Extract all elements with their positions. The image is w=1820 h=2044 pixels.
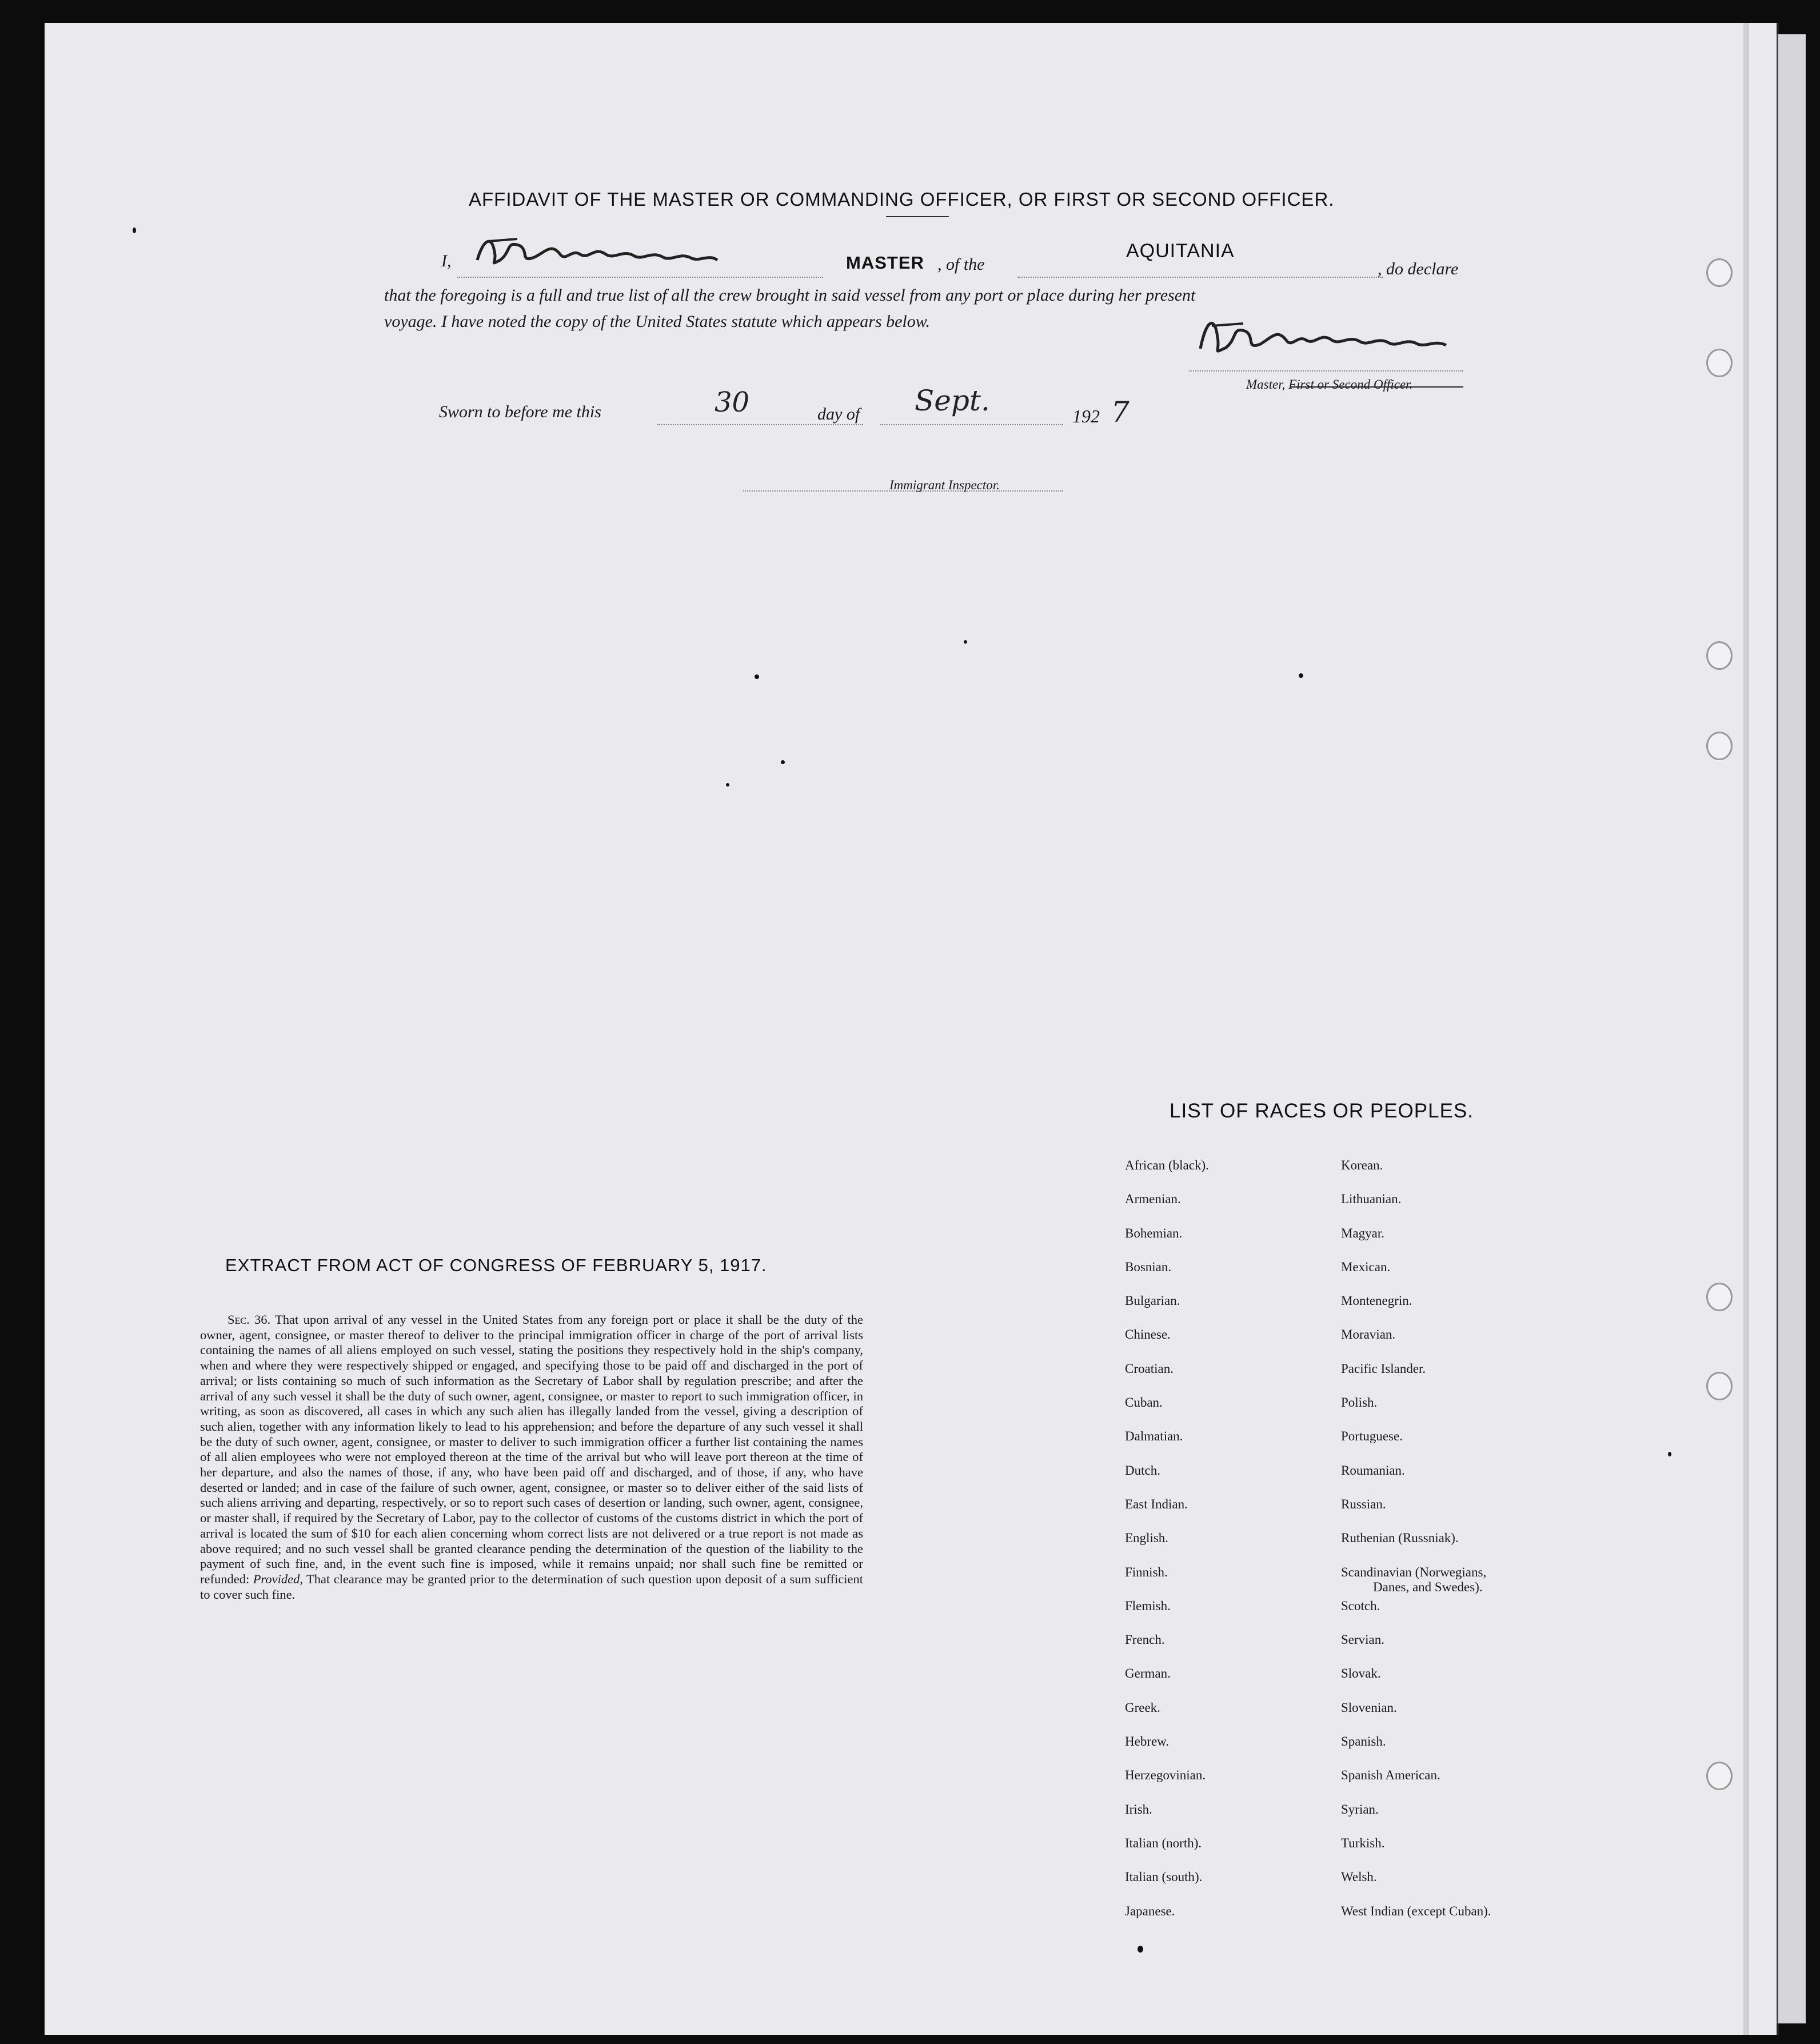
races-right-column — [1341, 1158, 1491, 1938]
races-title: LIST OF RACES OR PEOPLES. — [1170, 1100, 1474, 1122]
race-item: Herzegovinian. — [1125, 1768, 1206, 1783]
race-item: West Indian (except Cuban). — [1341, 1903, 1491, 1918]
year-prefix: 192 — [1072, 406, 1100, 426]
extract-sec-label: Sec. 36. — [227, 1312, 271, 1327]
race-item: Welsh. — [1341, 1870, 1377, 1885]
title-rule — [886, 216, 949, 217]
punch-hole — [1706, 732, 1733, 760]
race-item-scandinavian: Scandinavian (Norwegians, — [1341, 1564, 1487, 1579]
race-item — [1341, 1565, 1491, 1599]
master-name-handwritten — [466, 229, 786, 274]
race-item: Korean. — [1341, 1158, 1383, 1172]
sheet-edge — [1777, 34, 1806, 2023]
scan-speck — [133, 227, 136, 233]
race-item: Hebrew. — [1125, 1734, 1170, 1749]
race-item: Russian. — [1341, 1496, 1386, 1511]
declaration-line-2: voyage. I have noted the copy of the United States statute which appears below. — [384, 312, 931, 331]
race-item: East Indian. — [1125, 1496, 1188, 1511]
year-digit: 7 — [1111, 396, 1129, 429]
punch-hole — [1706, 1372, 1733, 1400]
race-item: Scotch. — [1341, 1598, 1380, 1613]
declaration-line-1: that the foregoing is a full and true list of all the crew brought in said vessel from any port or place during her present — [384, 286, 1196, 305]
inspector-caption: Immigrant Inspector. — [889, 478, 1000, 492]
race-item: Dutch. — [1125, 1463, 1160, 1478]
race-item: Slovak. — [1341, 1666, 1381, 1681]
punch-hole — [1706, 258, 1733, 287]
race-item: Italian (south). — [1125, 1870, 1203, 1885]
race-item: Bosnian. — [1125, 1259, 1172, 1274]
race-item: Portuguese. — [1341, 1429, 1403, 1444]
prefix-i: I, — [441, 251, 452, 270]
race-item: Turkish. — [1341, 1835, 1385, 1850]
race-item: English. — [1125, 1531, 1169, 1546]
race-item: Greek. — [1125, 1700, 1160, 1715]
strike-first — [1291, 386, 1463, 388]
punch-hole — [1706, 641, 1733, 670]
master-signature — [1189, 309, 1475, 366]
extract-body-part1: That upon arrival of any vessel in the United States from any foreign port or place it shall be the duty of the owner, agent, consignee, or master thereof to deliver to the principal immigration officer in charge of the port of arrival lists containing the names of all aliens employed on such vessel, stating the positions they respectively hold in the ship's company, when and where they were respectively shipped or engaged, and specifying those to be paid off and discharged in the port of arrival; or lists containing so much of such information as the Secretary of Labor shall by regulation prescribe; and after the arrival of any such vessel it shall be the duty of such owner, agent, consignee, or master to report to such immigration officer, in writing, as soon as discovered, all cases in which any such alien has illegally landed from the vessel, giving a description of such alien, together with any information likely to lead to his apprehension; and before the departure of any such vessel it shall be the duty of such owner, agent, consignee, or master to deliver to such immigration officer a further list containing the names of all alien employees who were not employed thereon at the time of the arrival but who will leave port thereon at the time of her departure, and also the names of those, if any, who have been paid off and discharged, and of those, if any, who have deserted or landed; and in case of the failure of such owner, agent, consignee, or master so to deliver either of the said lists of such aliens arriving and departing, respectively, or so to report such cases of desertion or landing, such owner, agent, consignee, or master shall, if required by the Secretary of Labor, pay to the collector of customs of the customs district in which the port of arrival is located the sum of $10 for each alien concerning whom correct lists are not delivered or a true report is not made as above required; and no such vessel shall be granted clearance pending the determination of the question of the liability to the payment of such fine, and, in the event such fine is imposed, while it remains unpaid; nor shall such fine be remitted or refunded: — [200, 1312, 863, 1586]
race-item: Dalmatian. — [1125, 1429, 1183, 1444]
race-item: Spanish American. — [1341, 1768, 1440, 1783]
race-item: Italian (north). — [1125, 1835, 1202, 1850]
signature-line — [1189, 370, 1463, 372]
extract-body-part2: That clearance may be granted prior to the determination of such question upon deposit of a sum sufficient to cover such fine. — [200, 1571, 864, 1602]
race-item: Moravian. — [1341, 1327, 1396, 1342]
race-item: Mexican. — [1341, 1259, 1391, 1274]
of-the-label: , of the — [937, 255, 985, 274]
race-item: Ruthenian (Russniak). — [1341, 1531, 1459, 1546]
race-item: Irish. — [1125, 1802, 1152, 1817]
scan-speck — [1668, 1452, 1671, 1456]
race-item: Chinese. — [1125, 1327, 1171, 1342]
vessel-name: AQUITANIA — [1126, 240, 1235, 262]
sworn-prefix: Sworn to before me this — [439, 402, 601, 421]
race-item: Lithuanian. — [1341, 1192, 1402, 1207]
scan-speck — [755, 674, 759, 679]
scan-speck — [1138, 1946, 1143, 1953]
races-left-column — [1125, 1158, 1209, 1938]
race-item: Servian. — [1341, 1632, 1385, 1647]
race-item: Finnish. — [1125, 1564, 1168, 1579]
race-item: Japanese. — [1125, 1903, 1175, 1918]
day-of-label: day of — [817, 405, 860, 424]
signature-caption: Master, First or Second Officer. — [1246, 377, 1413, 392]
punch-hole — [1706, 1283, 1733, 1311]
race-item: Magyar. — [1341, 1225, 1385, 1240]
punch-hole — [1706, 349, 1733, 377]
vessel-line — [1017, 277, 1383, 278]
punch-hole — [1706, 1762, 1733, 1790]
race-item: African (black). — [1125, 1158, 1209, 1172]
race-item: Syrian. — [1341, 1802, 1379, 1817]
race-item: Flemish. — [1125, 1598, 1171, 1613]
extract-title: EXTRACT FROM ACT OF CONGRESS OF FEBRUARY 5, 1917. — [225, 1255, 767, 1275]
master-name-line — [457, 277, 823, 278]
race-item: Roumanian. — [1341, 1463, 1405, 1478]
extract-provided: Provided, — [253, 1571, 303, 1586]
scan-speck — [964, 640, 967, 644]
extract-body — [200, 1312, 863, 1602]
sworn-month-line — [880, 424, 1063, 425]
race-item: Croatian. — [1125, 1361, 1174, 1376]
do-declare-label: , do declare — [1378, 260, 1459, 278]
race-item-scandinavian-cont: Danes, and Swedes). — [1373, 1579, 1483, 1594]
sworn-month: Sept. — [915, 384, 990, 417]
race-item: Cuban. — [1125, 1395, 1163, 1410]
race-item: Pacific Islander. — [1341, 1361, 1426, 1376]
sworn-day: 30 — [715, 386, 750, 418]
sheet-edge-inner — [1743, 23, 1749, 2035]
race-item: Armenian. — [1125, 1192, 1181, 1207]
affidavit-title: AFFIDAVIT OF THE MASTER OR COMMANDING OFFICER, OR FIRST OR SECOND OFFICER. — [469, 189, 1335, 210]
race-item: Bulgarian. — [1125, 1294, 1180, 1308]
role-label: MASTER — [846, 253, 924, 273]
race-item: Polish. — [1341, 1395, 1378, 1410]
scan-speck — [726, 783, 729, 787]
sworn-day-line — [657, 424, 863, 425]
race-item: Montenegrin. — [1341, 1294, 1412, 1308]
race-item: German. — [1125, 1666, 1171, 1681]
race-item: French. — [1125, 1632, 1165, 1647]
scan-speck — [1299, 673, 1303, 678]
race-item: Bohemian. — [1125, 1225, 1183, 1240]
scan-speck — [781, 760, 785, 764]
race-item: Spanish. — [1341, 1734, 1386, 1749]
race-item: Slovenian. — [1341, 1700, 1397, 1715]
